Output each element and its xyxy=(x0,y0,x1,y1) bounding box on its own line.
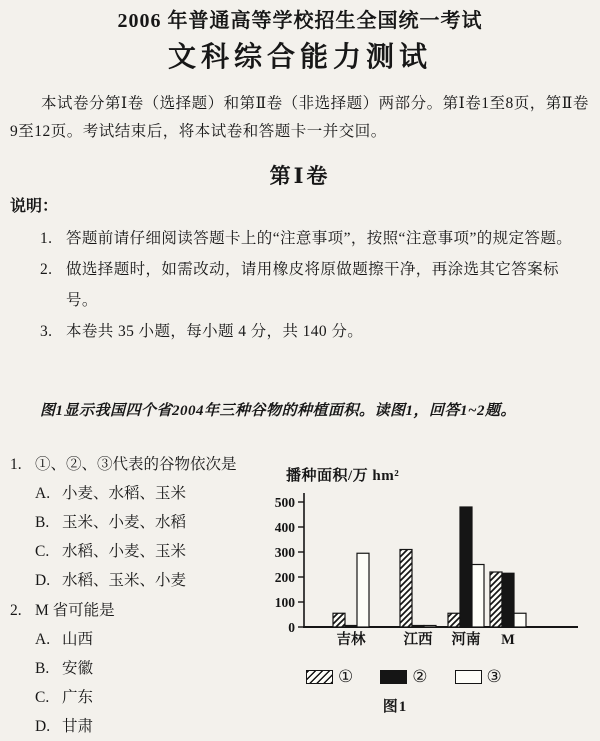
option-text: 水稻、小麦、玉米 xyxy=(62,543,187,561)
question-stem: ①、②、③代表的谷物依次是 xyxy=(35,456,237,474)
svg-text:江西: 江西 xyxy=(403,632,433,649)
svg-text:M: M xyxy=(501,632,515,649)
note-text: 答题前请仔细阅读答题卡上的“注意事项”，按照“注意事项”的规定答题。 xyxy=(66,229,573,247)
question-1 xyxy=(10,450,260,595)
option-label: C. xyxy=(35,689,50,707)
note-item xyxy=(40,223,590,254)
chart-legend xyxy=(306,668,590,685)
svg-text:500: 500 xyxy=(274,495,295,511)
option-text: 甘肃 xyxy=(62,718,94,736)
option-text: 水稻、玉米、小麦 xyxy=(62,572,187,590)
grain-bar-chart xyxy=(260,487,590,659)
note-item xyxy=(40,316,590,347)
svg-text:河南: 河南 xyxy=(451,632,481,649)
option-row xyxy=(35,479,260,508)
note-number: 1. xyxy=(40,229,53,247)
question-stem-row xyxy=(10,450,260,479)
option-row xyxy=(35,537,260,566)
note-number: 3. xyxy=(40,322,53,340)
option-row xyxy=(35,508,260,537)
notes-list xyxy=(10,223,590,347)
black-swatch-icon xyxy=(380,670,407,684)
option-label: B. xyxy=(35,514,50,532)
legend-label: ③ xyxy=(486,667,502,687)
option-row xyxy=(35,683,260,712)
option-text: 小麦、水稻、玉米 xyxy=(62,485,187,503)
option-label: A. xyxy=(35,631,51,649)
legend-item-series1 xyxy=(306,668,353,685)
question-figure-row xyxy=(10,450,590,741)
option-label: C. xyxy=(35,543,50,561)
option-row xyxy=(35,566,260,595)
svg-text:200: 200 xyxy=(274,570,295,586)
section-heading: 第Ⅰ卷 xyxy=(269,164,331,189)
figure-caption: 图1 xyxy=(382,699,408,716)
question-number: 2. xyxy=(10,602,22,620)
option-label: A. xyxy=(35,485,51,503)
note-number: 2. xyxy=(40,260,53,278)
note-item xyxy=(40,254,590,316)
note-text: 做选择题时，如需改动，请用橡皮将原做题擦干净，再涂选其它答案标号。 xyxy=(66,260,559,309)
option-text: 安徽 xyxy=(62,660,94,678)
chart-y-axis-label: 播种面积/万 hm² xyxy=(286,468,400,485)
option-row xyxy=(35,712,260,741)
option-row xyxy=(35,625,260,654)
option-text: 山西 xyxy=(62,631,94,649)
svg-text:0: 0 xyxy=(288,620,295,636)
svg-text:100: 100 xyxy=(274,595,295,611)
hatch-swatch-icon xyxy=(306,670,333,684)
question-stem: M 省可能是 xyxy=(35,602,115,620)
note-text: 本卷共 35 小题，每小题 4 分，共 140 分。 xyxy=(66,322,364,340)
option-label: B. xyxy=(35,660,50,678)
svg-text:400: 400 xyxy=(274,520,295,536)
passage-text: 图1显示我国四个省2004年三种谷物的种植面积。读图1，回答1~2题。 xyxy=(40,402,517,419)
option-text: 玉米、小麦、水稻 xyxy=(62,514,187,532)
option-text: 广东 xyxy=(62,689,94,707)
option-row xyxy=(35,654,260,683)
question-number: 1. xyxy=(10,456,22,474)
option-label: D. xyxy=(35,718,51,736)
question-stem-row xyxy=(10,596,260,625)
legend-item-series3 xyxy=(455,668,502,685)
notes-label: 说明： xyxy=(10,197,59,215)
question-2 xyxy=(10,596,260,741)
intro-paragraph: 本试卷分第Ⅰ卷（选择题）和第Ⅱ卷（非选择题）两部分。第Ⅰ卷1至8页，第Ⅱ卷9至12页。考试结束后，将本试卷和答题卡一并交回。 xyxy=(10,95,589,141)
white-swatch-icon xyxy=(455,670,482,684)
subject-title: 文科综合能力测试 xyxy=(167,42,432,73)
questions-column xyxy=(10,450,260,741)
figure-1 xyxy=(260,450,590,741)
exam-title: 2006 年普通高等学校招生全国统一考试 xyxy=(117,10,483,32)
legend-label: ① xyxy=(338,667,354,687)
svg-text:吉林: 吉林 xyxy=(336,632,366,649)
legend-item-series2 xyxy=(380,668,427,685)
option-label: D. xyxy=(35,572,51,590)
legend-label: ② xyxy=(412,667,428,687)
svg-text:300: 300 xyxy=(274,545,295,561)
